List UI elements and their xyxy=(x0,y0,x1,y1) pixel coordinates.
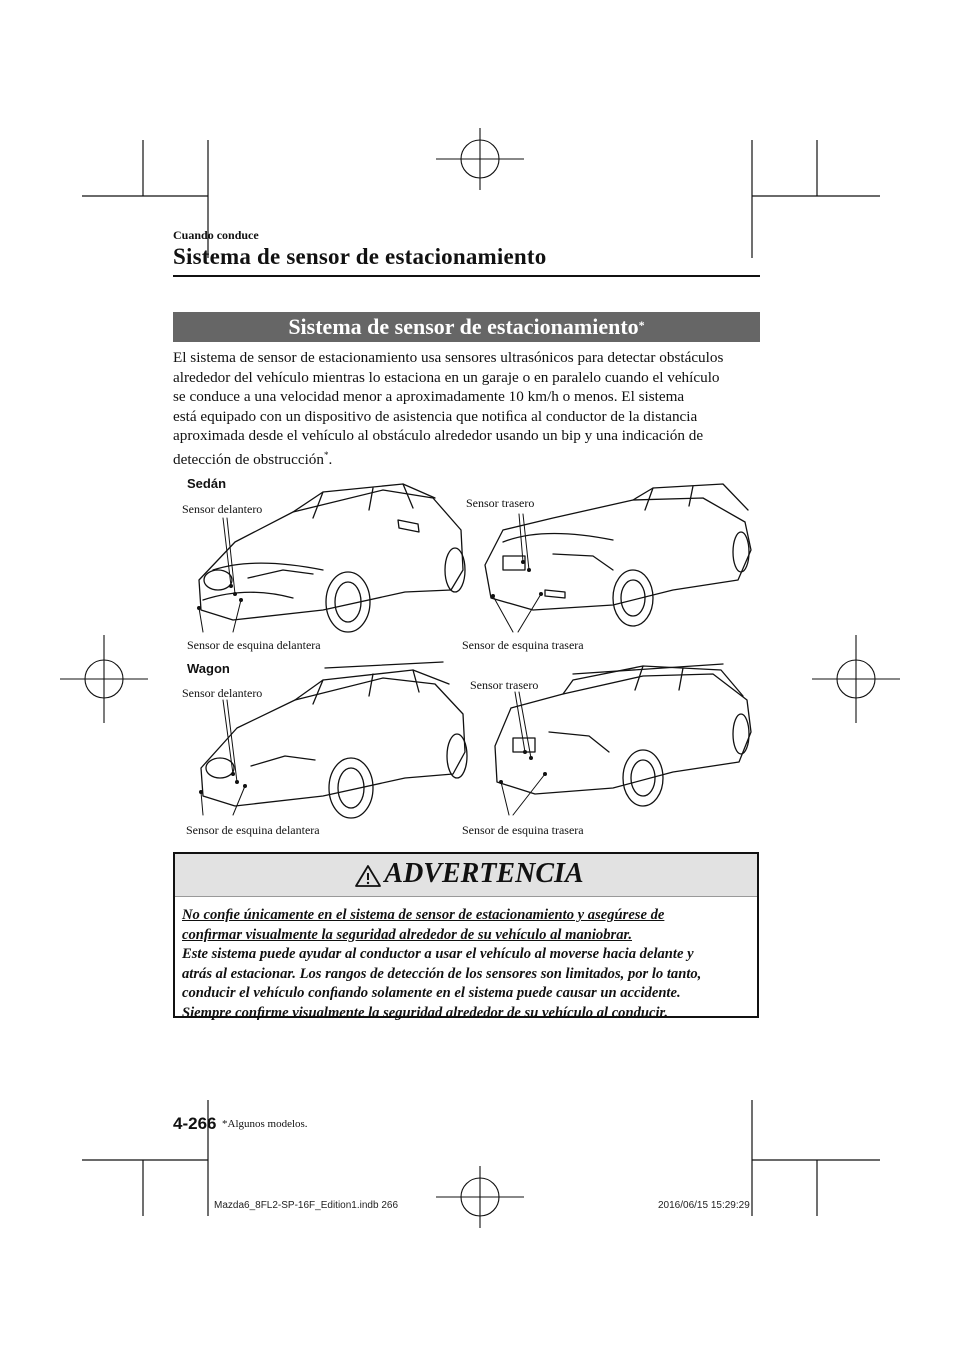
intro-line: se conduce a una velocidad menor a aproximadamente 10 km/h o menos. El sistema xyxy=(173,388,685,406)
warning-line: Siempre conﬁrme visualmente la seguridad alrededor de su vehículo al conducir. xyxy=(182,1004,669,1021)
section-banner xyxy=(173,312,760,342)
wagon-rear-corner-label: Sensor de esquina trasera xyxy=(462,823,584,837)
warning-line: Este sistema puede ayudar al conductor a usar el vehículo al moverse hacia delante y xyxy=(182,946,694,962)
banner-footnote-mark: * xyxy=(638,318,645,332)
intro-period: . xyxy=(328,451,333,469)
registration-mark-right xyxy=(812,635,900,723)
sedan-front-corner-label: Sensor de esquina delantera xyxy=(187,638,321,652)
intro-line: está equipado con un dispositivo de asistencia que notiﬁca al conductor de la distancia xyxy=(173,407,698,425)
print-timestamp: 2016/06/15 15:29:29 xyxy=(658,1200,750,1211)
warning-title-text: ADVERTENCIA xyxy=(384,858,584,889)
warning-line-underlined: No conﬁe únicamente en el sistema de sensor de estacionamiento y asegúrese de xyxy=(182,907,665,923)
warning-title xyxy=(175,858,757,890)
registration-mark-bottom xyxy=(436,1166,524,1228)
chapter-label: Cuando conduce xyxy=(173,228,259,242)
sensor-illustration xyxy=(173,470,763,840)
intro-footnote-mark: * xyxy=(323,449,329,460)
warning-line: conducir el vehículo conﬁando solamente en el sistema puede causar un accidente. xyxy=(182,985,681,1001)
wagon-rear-sensor-label: Sensor trasero xyxy=(470,678,539,692)
file-name: Mazda6_8FL2-SP-16F_Edition1.indb 266 xyxy=(214,1200,399,1211)
intro-line-last xyxy=(173,446,763,470)
leader-lines xyxy=(199,514,545,815)
sedan-label: Sedán xyxy=(187,476,227,491)
page-number: 4-266 xyxy=(173,1114,217,1133)
warning-text xyxy=(182,906,752,1023)
banner-title: Sistema de sensor de estacionamiento xyxy=(288,314,639,339)
page-title: Sistema de sensor de estacionamiento xyxy=(173,244,547,269)
wagon-label: Wagon xyxy=(187,661,230,676)
registration-mark-top xyxy=(436,128,524,190)
intro-line: El sistema de sensor de estacionamiento usa sensores ultrasónicos para detectar obstáculos xyxy=(173,349,724,366)
registration-mark-left xyxy=(60,635,148,723)
wagon-front-corner-label: Sensor de esquina delantera xyxy=(186,823,320,837)
intro-line: alrededor del vehículo mientras lo estaciona en un garaje o en paralelo cuando el vehículo xyxy=(173,368,720,386)
intro-paragraph xyxy=(173,348,763,470)
sedan-rear-sensor-label: Sensor trasero xyxy=(466,496,535,510)
intro-line-text: detección de obstrucción xyxy=(173,451,324,469)
warning-line: atrás al estacionar. Los rangos de detección de los sensores son limitados, por lo tanto, xyxy=(182,965,702,982)
wagon-front-sensor-label: Sensor delantero xyxy=(182,686,263,700)
warning-line-underlined: conﬁrmar visualmente la seguridad alrededor de su vehículo al maniobrar. xyxy=(182,926,633,943)
title-divider xyxy=(173,275,760,277)
sedan-front-sensor-label: Sensor delantero xyxy=(182,502,263,516)
intro-line: aproximada desde el vehículo al obstáculo alrededor usando un bip y una indicación de xyxy=(173,427,704,445)
footnote: *Algunos modelos. xyxy=(222,1118,308,1130)
sedan-rear-corner-label: Sensor de esquina trasera xyxy=(462,638,584,652)
